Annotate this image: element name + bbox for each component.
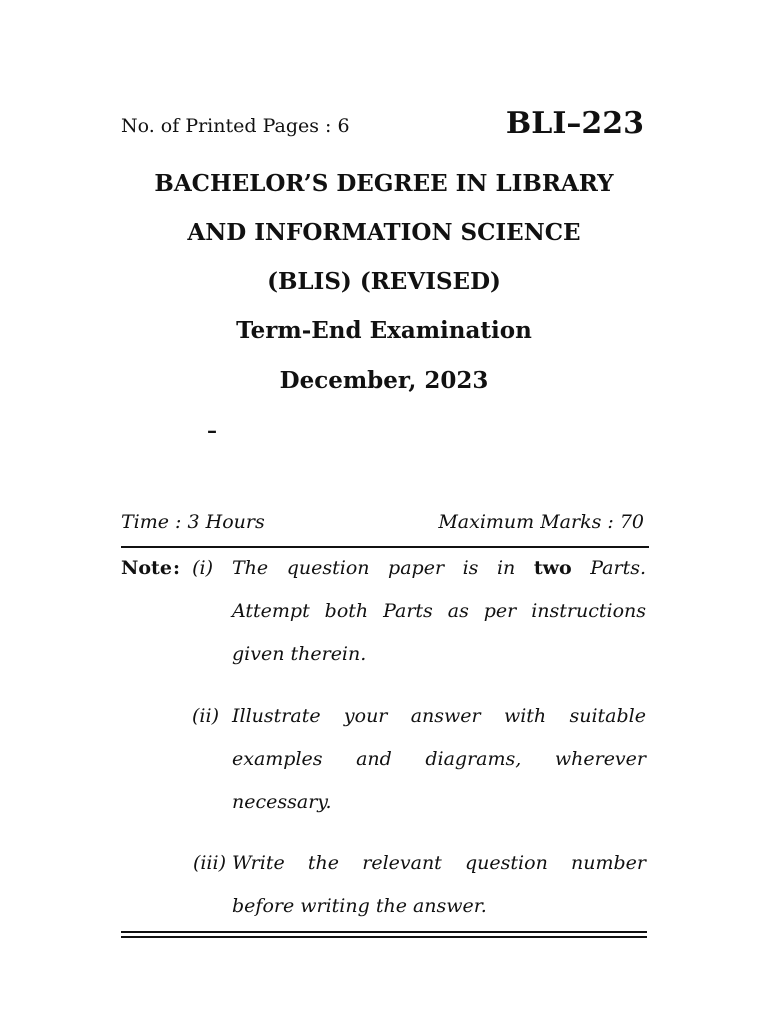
note-item-text bbox=[232, 842, 646, 928]
paper-code: BLI–223 bbox=[505, 106, 644, 141]
degree-title-line-1: BACHELOR’S DEGREE IN LIBRARY bbox=[154, 170, 614, 197]
note-label: Note bbox=[121, 557, 172, 579]
note-text-fragment: The question paper is in bbox=[232, 557, 534, 579]
printed-pages-count: No. of Printed Pages : 6 bbox=[121, 115, 350, 137]
exam-duration: Time : 3 Hours bbox=[121, 511, 265, 533]
note-item-line: Write the relevant question number bbox=[232, 852, 646, 874]
note-item-line: given therein. bbox=[232, 643, 367, 665]
footer-divider-bottom bbox=[121, 936, 647, 938]
note-item-line bbox=[232, 547, 646, 590]
note-item-number: (ii) bbox=[192, 705, 219, 727]
note-colon: : bbox=[173, 557, 181, 579]
degree-title-line-2: AND INFORMATION SCIENCE bbox=[187, 219, 581, 246]
exam-date: December, 2023 bbox=[279, 367, 489, 394]
note-item-line: before writing the answer. bbox=[232, 895, 487, 917]
note-item-number: (i) bbox=[192, 557, 213, 579]
maximum-marks: Maximum Marks : 70 bbox=[438, 511, 644, 533]
note-text-fragment: Parts. bbox=[571, 557, 646, 579]
note-item-line: examples and diagrams, wherever bbox=[232, 748, 646, 770]
degree-title-line-3: (BLIS) (REVISED) bbox=[267, 268, 501, 295]
exam-name: Term-End Examination bbox=[236, 317, 532, 344]
footer-divider-top bbox=[121, 931, 647, 933]
note-item-text bbox=[232, 695, 646, 824]
note-item-line: necessary. bbox=[232, 791, 332, 813]
note-item-line: Illustrate your answer with suitable bbox=[232, 705, 646, 727]
note-item-line: Attempt both Parts as per instructions bbox=[232, 600, 646, 622]
dash-mark: – bbox=[207, 418, 217, 442]
note-item-text bbox=[232, 547, 646, 676]
note-emphasis: two bbox=[533, 557, 572, 579]
note-item-number: (iii) bbox=[192, 852, 226, 874]
